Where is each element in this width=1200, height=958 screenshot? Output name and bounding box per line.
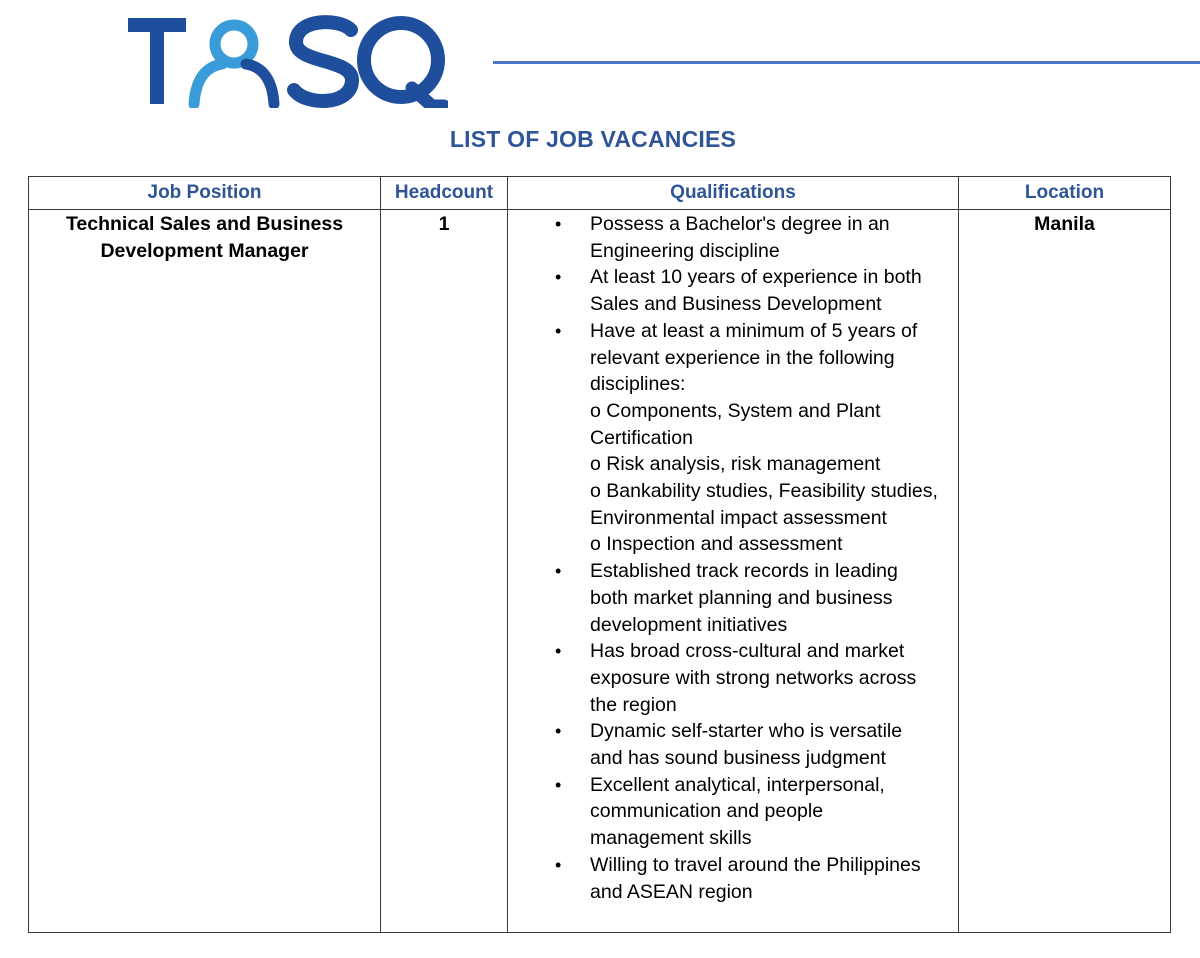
list-item (590, 638, 952, 718)
qualification-line: Engineering discipline (590, 239, 780, 262)
list-item (590, 264, 952, 317)
qualifications-cell (508, 210, 959, 933)
qualification-line: communication and people (590, 800, 824, 823)
headcount-value: 1 (438, 213, 450, 235)
column-header-qualifications: Qualifications (508, 177, 959, 210)
qualification-line: • Has broad cross-cultural and market (590, 640, 905, 663)
qualification-line: both market planning and business (590, 586, 893, 609)
list-item (590, 318, 952, 558)
list-item (590, 718, 952, 771)
qualification-line: disciplines: (590, 373, 686, 396)
list-item (590, 211, 952, 264)
column-header-job-position: Job Position (29, 177, 381, 210)
location-value: Manila (1034, 213, 1095, 235)
vacancies-table (28, 176, 1171, 933)
qualification-line: Sales and Business Development (590, 293, 882, 316)
qualification-subline: o Components, System and Plant (590, 399, 881, 422)
qualification-line: • Dynamic self-starter who is versatile (590, 720, 903, 743)
qualification-line: • Established track records in leading (590, 560, 898, 583)
qualification-subline: o Inspection and assessment (590, 533, 843, 556)
column-header-headcount: Headcount (381, 177, 508, 210)
tasq-logo (126, 14, 448, 108)
qualification-line: management skills (590, 827, 752, 850)
column-header-location: Location (959, 177, 1171, 210)
qualification-line: relevant experience in the following (590, 346, 895, 369)
qualification-subline: Environmental impact assessment (590, 506, 887, 529)
job-position-line: Development Manager (100, 239, 309, 262)
job-position-cell (29, 210, 381, 933)
page-title: LIST OF JOB VACANCIES (449, 126, 737, 152)
qualification-line: and has sound business judgment (590, 747, 886, 770)
list-item (590, 852, 952, 905)
job-position-line: Technical Sales and Business (65, 213, 344, 235)
table-row (29, 210, 1171, 933)
qualification-line: • Excellent analytical, interpersonal, (590, 773, 885, 796)
qualifications-list (508, 210, 958, 905)
qualification-line: the region (590, 693, 677, 716)
qualification-subline: Certification (590, 426, 693, 449)
qualification-line: and ASEAN region (590, 880, 753, 903)
qualification-line: • At least 10 years of experience in both (590, 266, 922, 289)
list-item (590, 772, 952, 852)
header-rule (493, 61, 1200, 64)
qualification-line: • Willing to travel around the Philippines (590, 853, 921, 876)
headcount-cell (381, 210, 508, 933)
qualification-subline: o Risk analysis, risk management (590, 453, 881, 476)
qualification-line: • Have at least a minimum of 5 years of (590, 319, 918, 342)
list-item (590, 558, 952, 638)
qualification-line: • Possess a Bachelor's degree in an (590, 213, 890, 235)
qualification-line: development initiatives (590, 613, 788, 636)
qualification-line: exposure with strong networks across (590, 666, 917, 689)
location-cell (959, 210, 1171, 933)
table-header-row (29, 177, 1171, 210)
qualification-subline: o Bankability studies, Feasibility studies, (590, 480, 938, 503)
